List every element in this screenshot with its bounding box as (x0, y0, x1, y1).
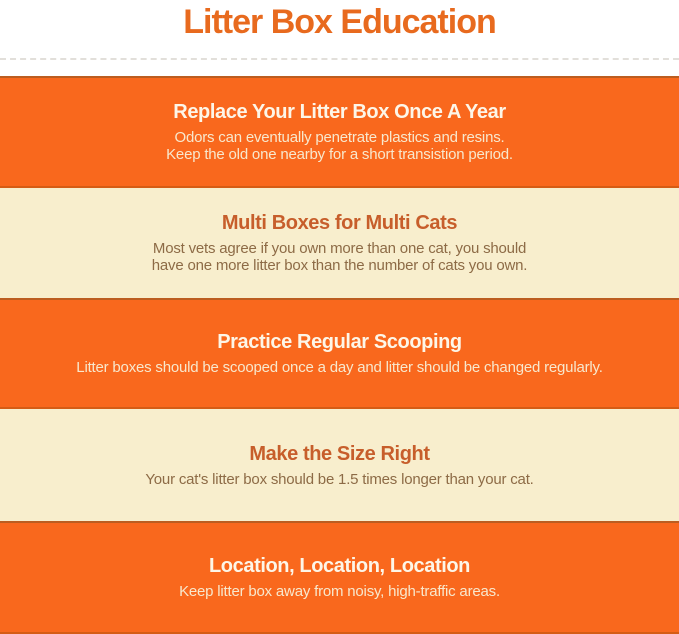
section-heading: Location, Location, Location (208, 555, 471, 577)
section-body-line: have one more litter box than the number of cats you own. (151, 257, 528, 274)
section-body (152, 240, 528, 274)
page-title: Litter Box Education (183, 3, 496, 41)
section-body (76, 359, 602, 376)
section-location (0, 521, 679, 634)
section-heading: Replace Your Litter Box Once A Year (173, 101, 506, 123)
section-body (179, 583, 500, 600)
section-body-line: Your cat's litter box should be 1.5 times longer than your cat. (145, 470, 534, 488)
section-body-line: Keep the old one nearby for a short transistion period. (166, 146, 513, 163)
section-body (166, 129, 513, 163)
dashed-divider (0, 58, 679, 60)
section-body-line: Most vets agree if you own more than one cat, you should (152, 240, 527, 257)
section-body (145, 471, 533, 488)
section-body-line: Odors can eventually penetrate plastics and resins. (174, 129, 505, 146)
section-replace-litter-box (0, 76, 679, 188)
section-regular-scooping (0, 298, 679, 409)
section-size-right (0, 409, 679, 521)
section-heading: Multi Boxes for Multi Cats (221, 212, 458, 234)
poster-header (0, 0, 679, 76)
section-heading: Practice Regular Scooping (217, 331, 462, 353)
section-multi-boxes (0, 188, 679, 298)
section-body-line: Litter boxes should be scooped once a day and litter should be changed regularly. (76, 359, 603, 376)
section-heading: Make the Size Right (249, 442, 430, 465)
section-body-line: Keep litter box away from noisy, high-traffic areas. (179, 583, 500, 600)
